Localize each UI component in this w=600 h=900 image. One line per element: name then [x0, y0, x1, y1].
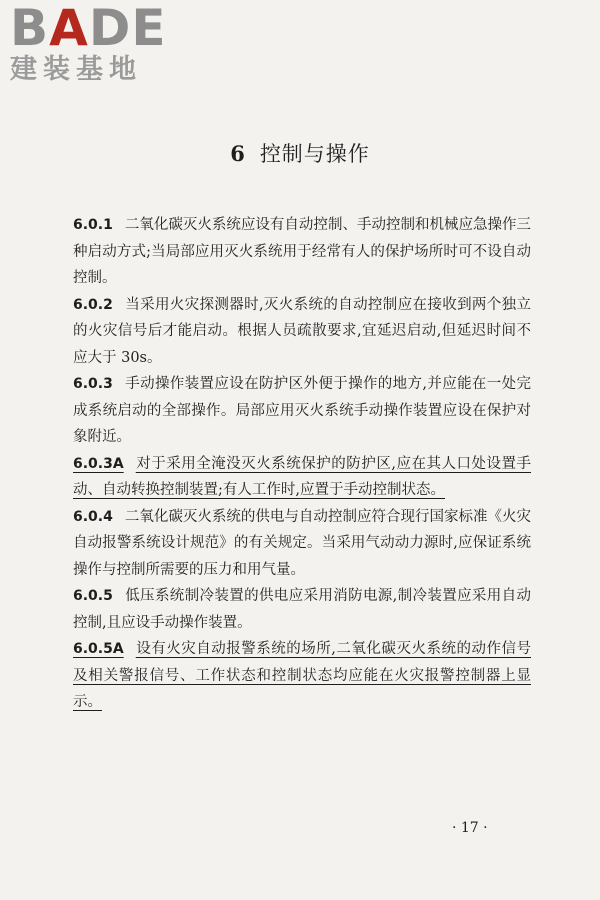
clause [73, 583, 531, 636]
logo-subtitle: 建装基地 [10, 54, 142, 85]
clause-text: 设有火灾自动报警系统的场所,二氧化碳灭火系统的动作信号及相关警报信号、工作状态和控制状态均应能在火灾报警控制器上显示。 [73, 641, 531, 710]
clause [73, 292, 531, 372]
chapter-number: 6 [230, 141, 246, 166]
clause-text: 对于采用全淹没灭火系统保护的防护区,应在其人口处设置手动、自动转换控制装置;有人工作时,应置于手动控制状态。 [73, 455, 531, 498]
clause [73, 371, 531, 451]
clause-text: 二氧化碳灭火系统的供电与自动控制应符合现行国家标准《火灾自动报警系统设计规范》的有关规定。当采用气动动力源时,应保证系统操作与控制所需要的压力和用气量。 [73, 508, 531, 578]
clause-number: 6.0.1 [73, 217, 113, 233]
clause-text: 当采用火灾探测器时,灭火系统的自动控制应在接收到两个独立的火灾信号后才能启动。根据人员疏散要求,宜延迟启动,但延迟时间不应大于 30s。 [73, 296, 531, 366]
clause-text: 二氧化碳灭火系统应设有自动控制、手动控制和机械应急操作三种启动方式;当局部应用灭火系统用于经常有人的保护场所时可不设自动控制。 [73, 217, 531, 286]
clause-number: 6.0.3 [73, 376, 113, 392]
clause-amended [73, 636, 531, 716]
logo-wordmark: BADE [10, 0, 167, 57]
chapter-title: 控制与操作 [259, 142, 370, 166]
clause-list [73, 212, 531, 716]
clause-text: 手动操作装置应设在防护区外便于操作的地方,并应能在一处完成系统启动的全部操作。局部应用灭火系统手动操作装置应设在保护对象附近。 [73, 376, 531, 445]
bade-logo [10, 2, 180, 86]
clause-text: 低压系统制冷装置的供电应采用消防电源,制冷装置应采用自动控制,且应设手动操作装置。 [73, 588, 531, 631]
clause-number: 6.0.2 [73, 296, 113, 313]
clause-number: 6.0.4 [73, 508, 113, 525]
chapter-heading [0, 138, 600, 168]
clause [73, 212, 531, 292]
clause-number: 6.0.3A [73, 455, 124, 472]
clause-amended [73, 451, 531, 504]
page-number: · 17 · [452, 820, 488, 836]
clause [73, 504, 531, 584]
clause-number: 6.0.5 [73, 588, 113, 604]
clause-number: 6.0.5A [73, 641, 124, 657]
